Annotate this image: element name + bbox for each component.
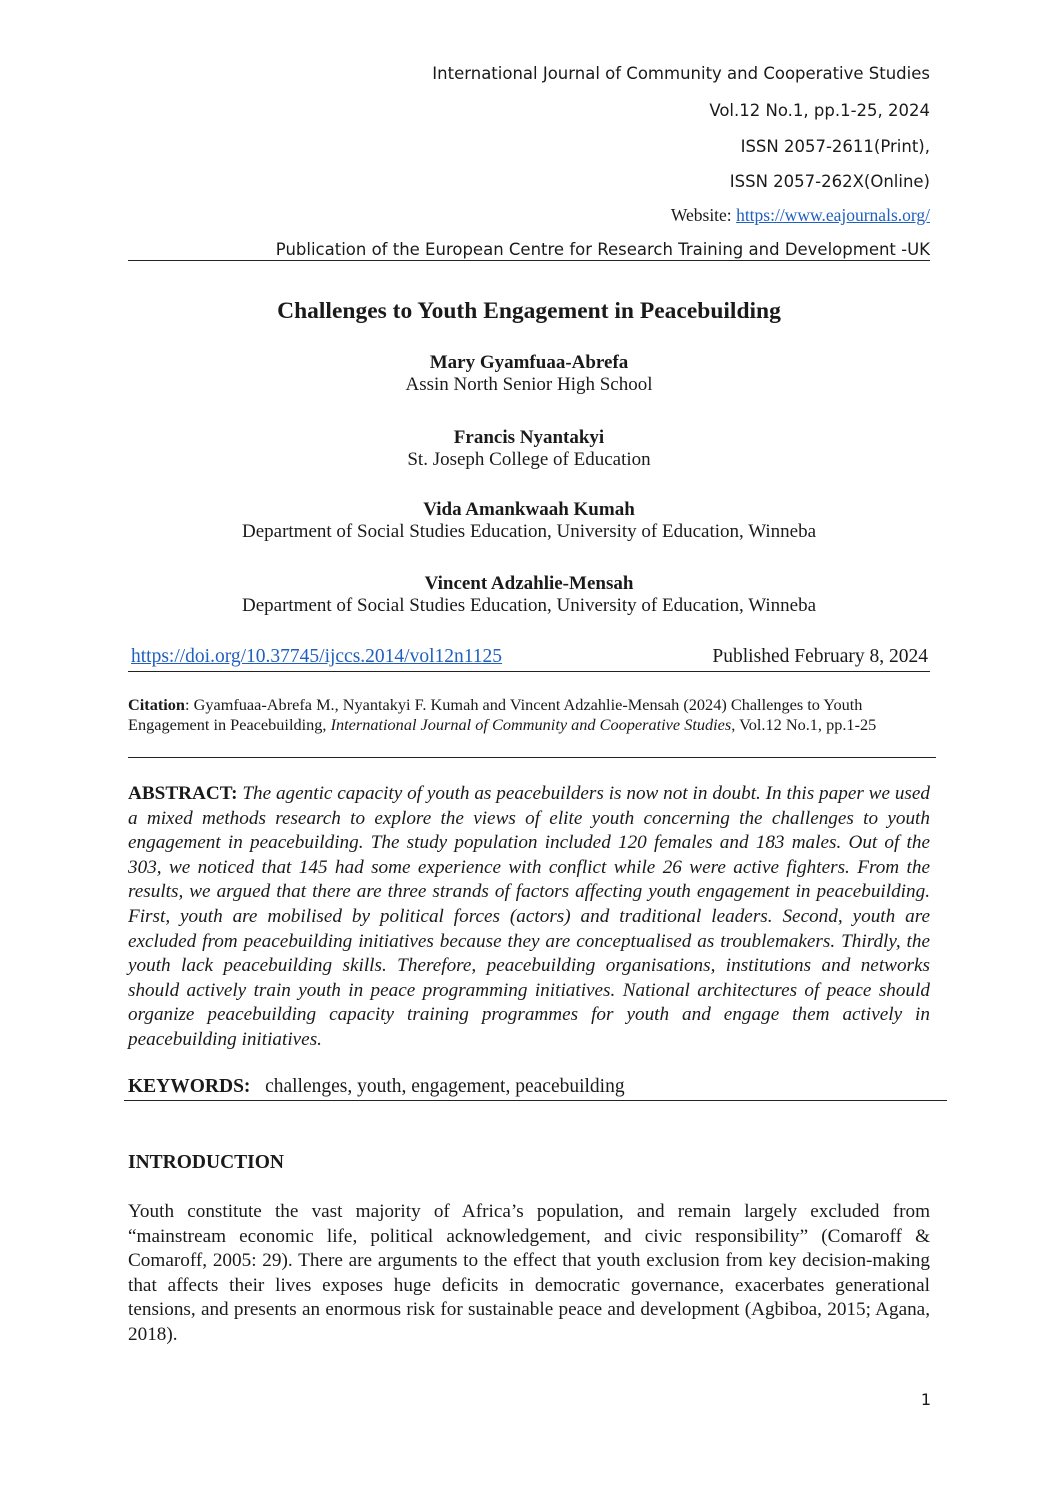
author-name: Vida Amankwaah Kumah xyxy=(423,499,635,520)
author-name: Vincent Adzahlie-Mensah xyxy=(424,573,634,594)
doi-link[interactable]: https://doi.org/10.37745/ijccs.2014/vol12n1125 xyxy=(131,646,503,667)
author-affiliation: Assin North Senior High School xyxy=(405,374,653,395)
issn-print: ISSN 2057-2611(Print), xyxy=(740,137,930,156)
doi-divider xyxy=(128,671,930,672)
header-divider xyxy=(128,260,930,261)
author-affiliation: Department of Social Studies Education, University of Education, Winneba xyxy=(241,595,817,616)
author-affiliation: Department of Social Studies Education, University of Education, Winneba xyxy=(241,521,817,542)
published-date: Published February 8, 2024 xyxy=(712,646,928,667)
website-link[interactable]: https://www.eajournals.org/ xyxy=(736,205,930,225)
author-block-1 xyxy=(0,352,1058,396)
author-block-2 xyxy=(0,427,1058,471)
website-line xyxy=(671,205,930,226)
section-heading: INTRODUCTION xyxy=(128,1152,285,1173)
author-name: Francis Nyantakyi xyxy=(453,427,605,448)
citation-text-1: : Gyamfuaa-Abrefa M., Nyantakyi F. Kumah and Vincent Adzahlie-Mensah (2024) Challenges to Youth Engagement in Peacebuilding, xyxy=(128,695,863,734)
journal-name: International Journal of Community and Cooperative Studies xyxy=(432,64,930,83)
author-block-4 xyxy=(0,573,1058,617)
journal-volume: Vol.12 No.1, pp.1-25, 2024 xyxy=(709,101,930,120)
abstract-block xyxy=(128,782,930,1053)
publisher-line: Publication of the European Centre for Research Training and Development -UK xyxy=(275,240,930,259)
citation-divider xyxy=(128,757,936,758)
author-block-3 xyxy=(0,499,1058,543)
citation-text-2: , Vol.12 No.1, pp.1-25 xyxy=(731,714,877,734)
issn-online: ISSN 2057-262X(Online) xyxy=(729,172,930,191)
author-name: Mary Gyamfuaa-Abrefa xyxy=(429,352,629,373)
paper-title: Challenges to Youth Engagement in Peacebuilding xyxy=(277,298,781,324)
abstract-label: ABSTRACT: xyxy=(128,783,238,804)
website-label: Website: xyxy=(670,205,737,225)
keywords-line xyxy=(128,1076,625,1098)
doi-line xyxy=(131,646,502,668)
keywords-divider xyxy=(124,1100,947,1101)
citation-journal: International Journal of Community and Cooperative Studies xyxy=(330,714,732,734)
page-number: 1 xyxy=(920,1390,931,1409)
citation-block xyxy=(128,695,933,734)
author-affiliation: St. Joseph College of Education xyxy=(407,449,651,470)
abstract-text: The agentic capacity of youth as peacebuilders is now not in doubt. In this paper we used a mixed methods research to explore the views of elite youth concerning the challenges to youth engagement in peacebuilding. The study population included 120 females and 183 males. Out of the 303, we noticed that 145 had some experience with conflict while 26 were active fighters. From the results, we argued that there are three strands of factors affecting youth engagement in peacebuilding. First, youth are mobilised by political forces (actors) and traditional leaders. Second, youth are excluded from peacebuilding initiatives because they are conceptualised as troublemakers. Thirdly, the youth lack peacebuilding skills. Therefore, peacebuilding organisations, institutions and networks should actively train youth in peace programming initiatives. National architectures of peace should organize peacebuilding capacity training programmes for youth and engage them actively in peacebuilding initiatives. xyxy=(128,783,930,1050)
intro-paragraph: Youth constitute the vast majority of Africa’s population, and remain largely excluded from “mainstream economic life, political acknowledgement, and civic responsibility” (Comaroff & Comaroff, 2005: 29). There are arguments to the effect that youth exclusion from key decision-making that affects their lives exposes huge deficits in democratic governance, exacerbates generational tensions, and presents an enormous risk for sustainable peace and development (Agbiboa, 2015; Agana, 2018). xyxy=(128,1201,930,1345)
keywords-text: challenges, youth, engagement, peacebuilding xyxy=(265,1076,625,1097)
keywords-label: KEYWORDS: xyxy=(128,1076,251,1097)
citation-label: Citation xyxy=(128,695,185,714)
